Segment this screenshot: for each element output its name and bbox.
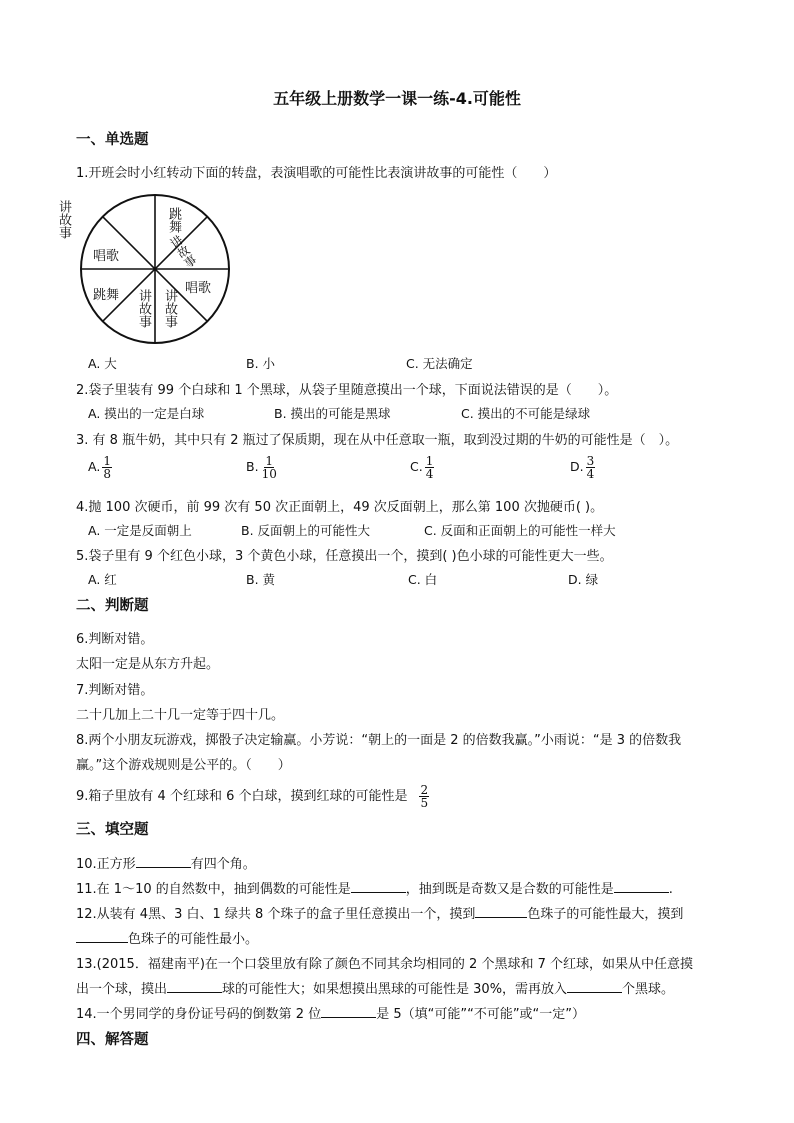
answer-blank[interactable] xyxy=(167,982,222,993)
question-14-text xyxy=(76,1003,585,1022)
question-6-statement: 太阳一定是从东方升起。 xyxy=(76,657,220,672)
q4-option-a[interactable]: A. 一定是反面朝上 xyxy=(88,523,192,538)
option-label: B. xyxy=(246,459,259,474)
section-heading-true-false: 二、判断题 xyxy=(76,598,149,614)
answer-blank[interactable] xyxy=(136,857,191,868)
q2-option-c[interactable]: C. 摸出的不可能是绿球 xyxy=(461,406,591,421)
question-12-part: 12.从装有 4黑、3 白、1 绿共 8 个珠子的盒子里任意摸出一个，摸到 xyxy=(76,907,476,922)
option-label: A. xyxy=(88,459,101,474)
q5-option-a[interactable]: A. 红 xyxy=(88,572,117,587)
q5-option-c[interactable]: C. 白 xyxy=(408,572,438,587)
q2-option-b[interactable]: B. 摸出的可能是黑球 xyxy=(274,406,391,421)
spinner-sector-dance-left xyxy=(93,284,119,303)
question-13-part: 个黑球。 xyxy=(622,982,675,997)
question-7-statement: 二十几加上二十几一定等于四十几。 xyxy=(76,708,285,723)
fraction xyxy=(102,455,112,480)
question-7-text: 7.判断对错。 xyxy=(76,683,154,698)
question-11-part: . xyxy=(668,882,673,897)
denominator: 4 xyxy=(425,467,434,481)
q5-option-b[interactable]: B. 黄 xyxy=(246,572,276,587)
question-6-text: 6.判断对错。 xyxy=(76,632,154,647)
question-11-part: ，抽到既是奇数又是合数的可能性是 xyxy=(405,882,614,897)
question-10-text xyxy=(76,853,256,872)
question-13-part: 出一个球，摸出 xyxy=(76,982,168,997)
question-5-text: 5.袋子里有 9 个红色小球，3 个黄色小球，任意摸出一个，摸到( )色小球的可能性更大一些。 xyxy=(76,549,613,564)
question-14-part: 14.一个男同学的身份证号码的倒数第 2 位 xyxy=(76,1007,322,1022)
page-title: 五年级上册数学一课一练-4.可能性 xyxy=(273,89,521,108)
numerator: 1 xyxy=(425,454,434,468)
spinner-sector-dance-top xyxy=(166,207,180,233)
question-1-text: 1.开班会时小红转动下面的转盘，表演唱歌的可能性比表演讲故事的可能性（ ） xyxy=(76,166,557,181)
question-10-part: 有四个角。 xyxy=(190,857,256,872)
answer-blank[interactable] xyxy=(567,982,622,993)
q5-option-d[interactable]: D. 绿 xyxy=(568,572,599,587)
answer-blank[interactable] xyxy=(76,932,128,943)
question-12-part: 色珠子的可能性最小。 xyxy=(128,932,259,947)
question-3-text: 3. 有 8 瓶牛奶，其中只有 2 瓶过了保质期，现在从中任意取一瓶，取到没过期的牛奶的可能性是（ ）。 xyxy=(76,433,679,448)
q1-option-a[interactable]: A. 大 xyxy=(88,356,117,371)
numerator: 2 xyxy=(420,783,429,797)
question-4-text: 4.抛 100 次硬币，前 99 次有 50 次正面朝上，49 次反面朝上，那么第 100 次抛硬币( )。 xyxy=(76,500,604,515)
q4-option-c[interactable]: C. 反面和正面朝上的可能性一样大 xyxy=(424,523,616,538)
option-label: C. xyxy=(410,459,423,474)
question-12-part: 色珠子的可能性最大，摸到 xyxy=(527,907,684,922)
question-8-line-1: 8.两个小朋友玩游戏，掷骰子决定输赢。小芳说：“朝上的一面是 2 的倍数我赢。”小雨说：“是 3 的倍数我 xyxy=(76,733,682,748)
q1-option-b[interactable]: B. 小 xyxy=(246,356,276,371)
spinner-label: 讲故事 xyxy=(162,289,177,328)
answer-blank[interactable] xyxy=(475,907,527,918)
question-2-text: 2.袋子里装有 99 个白球和 1 个黑球，从袋子里随意摸出一个球，下面说法错误的是（ ）。 xyxy=(76,383,618,398)
denominator: 4 xyxy=(586,467,595,481)
question-8-line-2: 赢。”这个游戏规则是公平的。（ ） xyxy=(76,758,291,773)
spinner-label: 唱歌 xyxy=(185,281,212,296)
section-heading-fill-in: 三、填空题 xyxy=(76,822,149,838)
question-9-stem: 9.箱子里放有 4 个红球和 6 个白球，摸到红球的可能性是 xyxy=(76,789,408,804)
question-14-part: 是 5（填“可能”“不可能”或“一定”） xyxy=(376,1007,586,1022)
spinner-sector-story-bottom-right xyxy=(162,289,176,328)
question-10-part: 10.正方形 xyxy=(76,857,136,872)
q4-option-b[interactable]: B. 反面朝上的可能性大 xyxy=(241,523,371,538)
spinner-label: 讲故事 xyxy=(56,200,71,239)
q3-option-a[interactable] xyxy=(88,455,112,480)
answer-blank[interactable] xyxy=(351,882,406,893)
spinner-sector-sing-right xyxy=(185,277,211,296)
question-12-line-1 xyxy=(76,903,683,922)
denominator: 8 xyxy=(103,467,111,481)
spinner-sector-story-top xyxy=(56,200,70,239)
denominator: 5 xyxy=(420,796,429,810)
question-13-line-2 xyxy=(76,978,674,997)
numerator: 1 xyxy=(265,454,274,468)
spinner-label: 唱歌 xyxy=(93,249,120,264)
spinner-sector-story-bottom-left xyxy=(136,289,150,328)
denominator: 10 xyxy=(261,467,277,481)
answer-blank[interactable] xyxy=(321,1007,376,1018)
q3-option-c[interactable] xyxy=(410,455,434,480)
question-9-text xyxy=(76,784,429,809)
spinner-sector-sing-left xyxy=(93,245,119,264)
section-heading-single-choice: 一、单选题 xyxy=(76,132,149,148)
numerator: 3 xyxy=(586,454,595,468)
answer-blank[interactable] xyxy=(614,882,669,893)
section-heading-solve: 四、解答题 xyxy=(76,1032,149,1048)
numerator: 1 xyxy=(103,454,111,468)
fraction xyxy=(261,455,278,480)
fraction xyxy=(419,784,429,809)
fraction xyxy=(425,455,435,480)
spinner-wheel xyxy=(78,192,232,346)
spinner-label: 跳舞 xyxy=(93,288,120,303)
q2-option-a[interactable]: A. 摸出的一定是白球 xyxy=(88,406,205,421)
q3-option-d[interactable] xyxy=(570,455,595,480)
fraction xyxy=(586,455,596,480)
q1-option-c[interactable]: C. 无法确定 xyxy=(406,356,473,371)
question-13-line-1: 13.(2015．福建南平)在一个口袋里放有除了颜色不同其余均相同的 2 个黑球和 7 个红球，如果从中任意摸 xyxy=(76,957,693,972)
spinner-label: 跳舞 xyxy=(166,207,181,233)
option-label: D. xyxy=(570,459,584,474)
question-11-text xyxy=(76,878,673,897)
q3-option-b[interactable] xyxy=(246,455,278,480)
question-13-part: 球的可能性大；如果想摸出黑球的可能性是 30%，需再放入 xyxy=(222,982,568,997)
spinner-label: 讲故事 xyxy=(136,289,151,328)
spinner-label: 讲故事 xyxy=(166,232,199,271)
question-11-part: 11.在 1～10 的自然数中，抽到偶数的可能性是 xyxy=(76,882,351,897)
question-12-line-2 xyxy=(76,928,258,947)
